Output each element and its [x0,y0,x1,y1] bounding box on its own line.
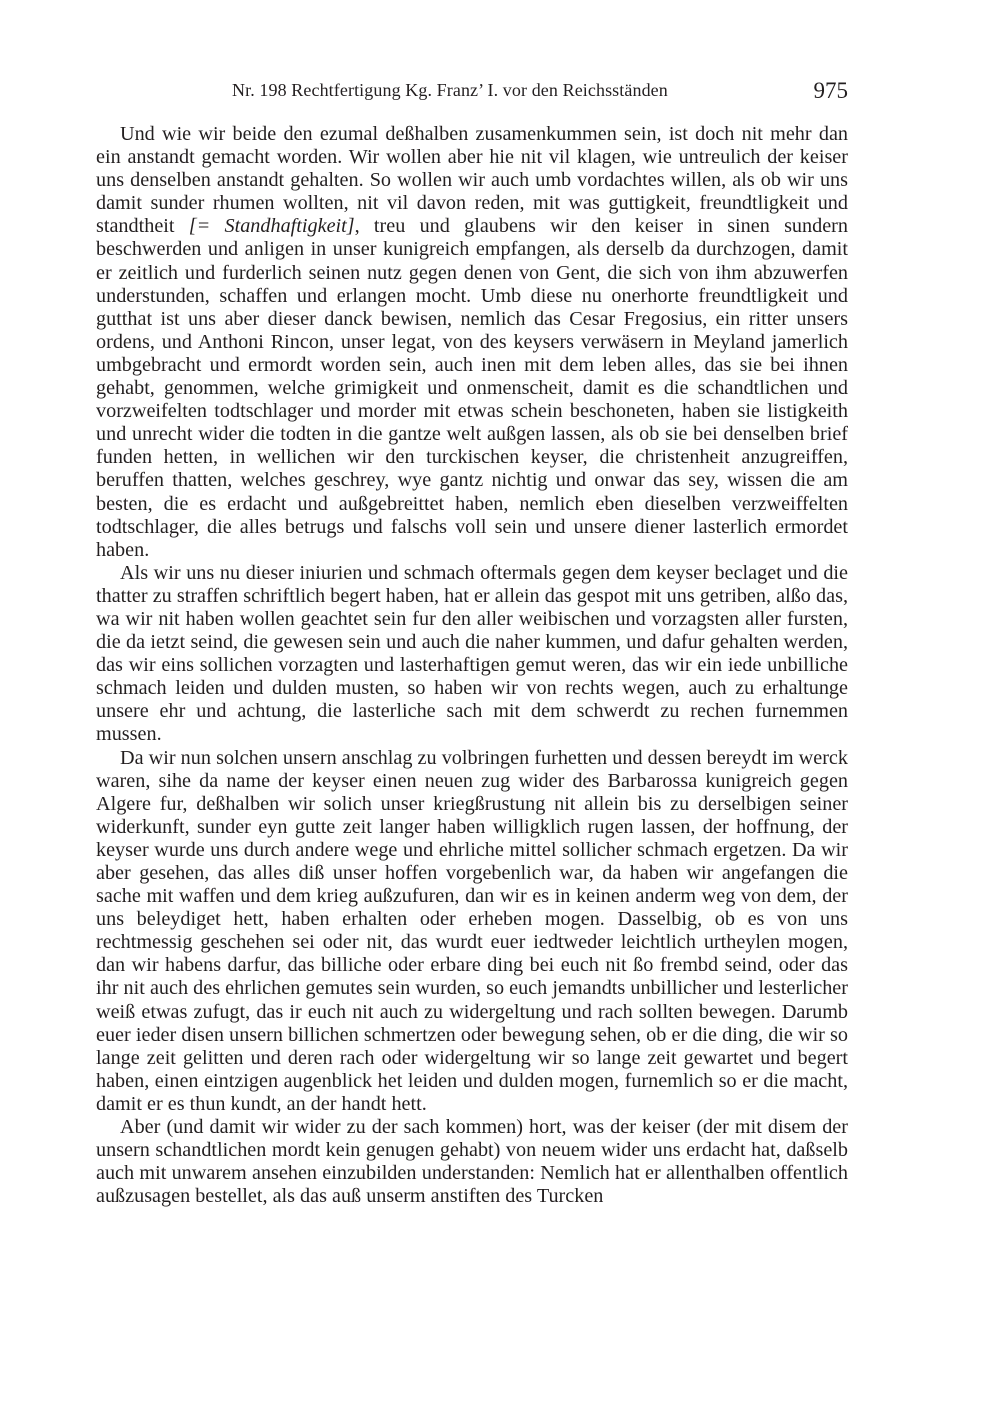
running-header [0,78,1004,108]
paragraph-1-text-start: Und wie wir beide den ezumal deßhalben zusamenkummen sein, ist doch nit mehr dan ein anstandt gemacht worden. Wir wollen aber hie nit vil klagen, wie untreulich der keiser uns denselben anstandt gehalten. So wollen wir auch umb vordachtes willen, als ob wir uns damit sunder rhumen wollten, nit vil davon reden, mit was guttigkeit, freundtligkeit und standtheit [96,123,848,238]
editorial-gloss: [= Standhaftigkeit] [188,215,355,238]
paragraph-3: Da wir nun solchen unsern anschlag zu volbringen furhetten und dessen bereydt im werck waren, sihe da name der keyser einen neuen zug wider des Barbarossa kunigreich gegen Algere fur, deßhalben wir solich unser kriegßrustung nit allein bis zu derselbigen seiner widerkunft, sunder eyn gutte zeit langer haben willigklich rugen lassen, der hoffnung, der keyser wurde uns durch andere wege und ehrliche mittel sollicher schmach ergetzen. Da wir aber gesehen, das alles diß unser hoffen vorgebenlich war, da haben wir angefangen die sache mit waffen und dem krieg außzufuren, dan wir es in keinen anderm weg von dem, der uns beleydiget hett, haben erhalten oder erheben mogen. Dasselbig, ob es von uns rechtmessig geschehen sei oder nit, das wurdt euer iedtweder leichtlich urtheylen mogen, dan wir habens darfur, das billiche oder erbare ding bei euch nit ßo frembd seind, oder das ihr nit auch des ehrlichen gemutes sein wurden, so euch jemandts unbillicher und lesterlicher weiß etwas zufugt, das ir euch nit auch zu widergeltung und rach sollten bewegen. Darumb euer ieder disen unsern billichen schmertzen oder bewegung sehen, ob er die ding, die wir so lange zeit gelitten und deren rach oder widergeltung wir so lange zeit gewartet und begert haben, einen eintzigen augenblick het leiden und dulden mogen, furnemlich so er die macht, damit er es thun kundt, an der handt hett. [96,746,848,1115]
paragraph-1-text-end: , treu und glaubens wir den keiser in sinen sundern beschwerden und anligen in unser kunigreich empfangen, als derselb da durchzogen, damit er zeitlich und furderlich seinen nutz gegen denen von Gent, die sich von ihm abzuwerfen understunden, schaffen und erlangen mocht. Umb diese nu onerhorte freundtligkeit und gutthat ist uns aber dieser danck bewisen, nemlich das Cesar Fregosius, ein ritter unsers ordens, und Anthoni Rincon, unser legat, von des keysers verwäsern in Meyland jamerlich umbgebracht und ermordt worden sein, auch inen mit dem leben alles, das sie bei ihnen gehabt, genommen, welche grimigkeit und onmenscheit, damit es die schandtlichen und vorzweifelten todtschlager und morder mit etwas schein beschoneten, haben sie listigkeith und unrecht wider die todten in die gantze welt außgen lassen, als ob sie bei denselben brief funden hetten, in wellichen wir den turckischen keyser, die christenheit anzugreiffen, beruffen thatten, welches geschrey, wye gantz nichtig und onwar das sey, wissen die am besten, die es erdacht und außgebreittet haben, nemlich eben dieselben verzweiffelten todtschlager, die alles betrugs und falschs voll sein und unsere diener lasterlich ermordet haben. [96,215,848,561]
paragraph-4: Aber (und damit wir wider zu der sach kommen) hort, was der keiser (der mit disem der unsern schandtlichen mordt kein genugen gehabt) von neuem wider uns erdacht hat, daßselb auch mit unwarem ansehen einzubilden understanden: Nemlich hat er allenthalben offentlich außzusagen bestellet, als das auß unserm anstiften des Turcken [96,1116,848,1208]
body-text [96,123,848,1208]
running-title: Nr. 198 Rechtfertigung Kg. Franz’ I. vor den Reichsständen [232,80,668,100]
page-number: 975 [813,78,848,103]
paragraph-1 [96,123,848,562]
paragraph-2: Als wir uns nu dieser iniurien und schmach oftermals gegen dem keyser beclaget und die thatter zu straffen schriftlich begert haben, hat er allein das gespot mit uns getriben, alßo das, wa wir nit haben wollen geachtet sein fur den aller weibischen und vorzagsten aller fursten, die da ietzt seind, die gewesen sein und auch die naher kummen, und dafur gehalten werden, das wir eins sollichen vorzagten und lasterhaftigen gemut weren, das wir ein iede unbilliche schmach leiden und dulden musten, so haben wir von rechts wegen, auch zu erhaltunge unsere ehr und achtung, die lasterliche sach mit dem schwerdt zu rechen furnemmen mussen. [96,561,848,746]
